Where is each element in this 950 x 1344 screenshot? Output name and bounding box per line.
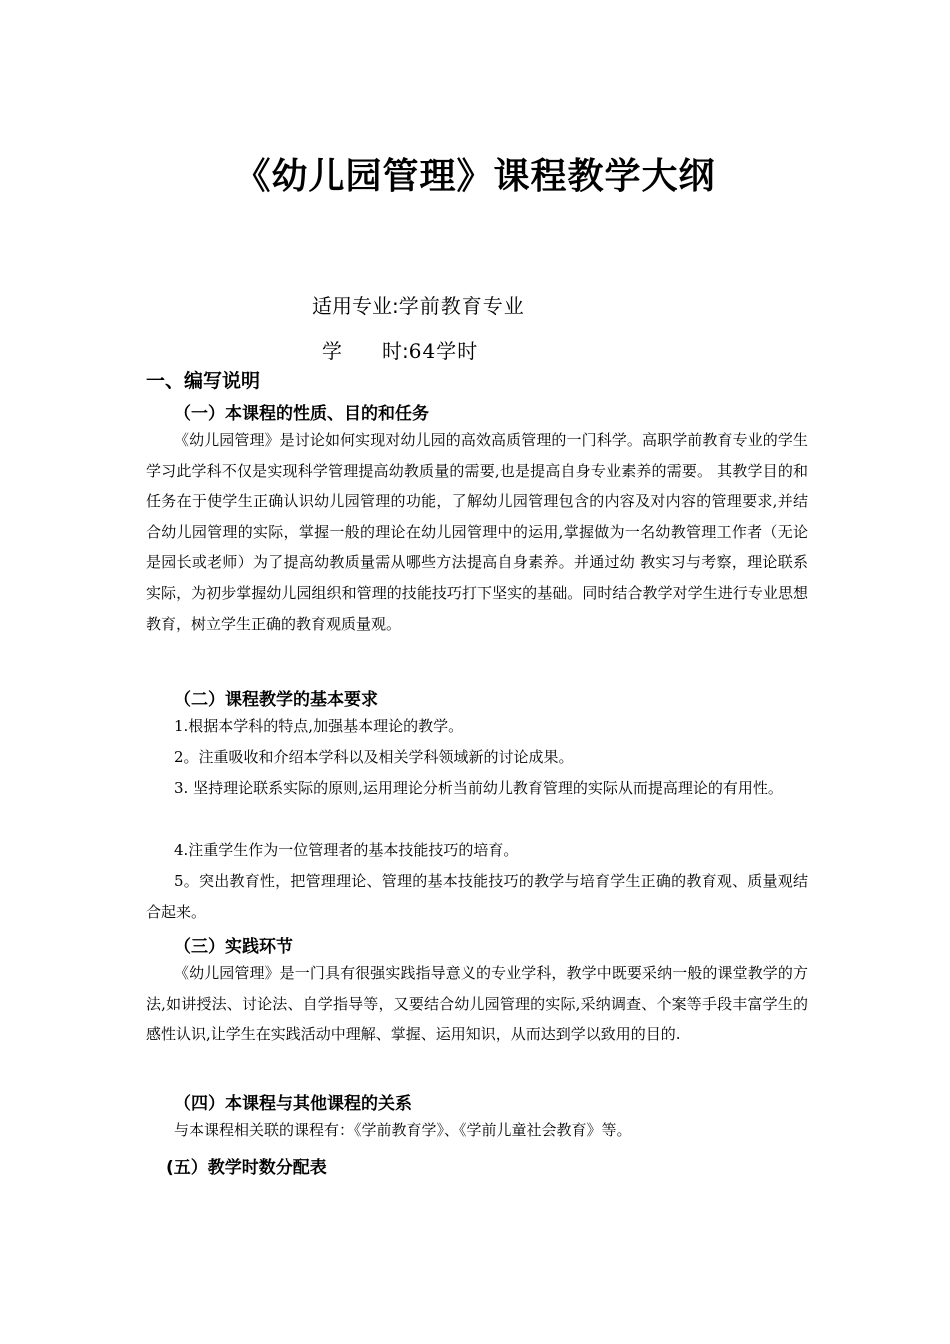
requirement-item-2: 2。注重吸收和介绍本学科以及相关学科领域新的讨论成果。 bbox=[174, 748, 574, 766]
requirement-item-3: 3. 坚持理论联系实际的原则,运用理论分析当前幼儿教育管理的实际从而提高理论的有用性。 bbox=[174, 779, 783, 797]
paragraph-practice: 《幼儿园管理》是一门具有很强实践指导意义的专业学科，教学中既要采纳一般的课堂教学的方法,如讲授法、讨论法、自学指导等，又要结合幼儿园管理的实际,采纳调查、个案等手段丰富学生的感性认识,让学生在实践活动中理解、掌握、运用知识，从而达到学以致用的目的. bbox=[146, 964, 808, 1044]
section-heading-writing-notes: 一、编写说明 bbox=[146, 370, 261, 392]
applicable-major-value: 学前教育专业 bbox=[398, 294, 525, 318]
requirement-item-5: 5。突出教育性，把管理理论、管理的基本技能技巧的教学与培育学生正确的教育观、质量观结合起来。 bbox=[146, 872, 808, 921]
requirement-item-4: 4.注重学生作为一位管理者的基本技能技巧的培育。 bbox=[174, 841, 519, 859]
paragraph-nature: 《幼儿园管理》是讨论如何实现对幼儿园的高效高质管理的一门科学。高职学前教育专业的学生学习此学科不仅是实现科学管理提高幼教质量的需要,也是提高自身专业素养的需要。 其教学目的和任务在于使学生正确认识幼儿园管理的功能，了解幼儿园管理包含的内容及对内容的管理要求,并结合幼儿园管理的实际，掌握一般的理论在幼儿园管理中的运用,掌握做为一名幼教管理工作者（无论是园长或老师）为了提高幼教质量需从哪些方法提高自身素养。并通过幼 教实习与考察，理论联系实际，为初步掌握幼儿园组织和管理的技能技巧打下坚实的基础。同时结合教学对学生进行专业思想教育，树立学生正确的教育观质量观。 bbox=[146, 431, 808, 633]
applicable-major-label: 适用专业: bbox=[312, 294, 399, 318]
applicable-major-line bbox=[312, 290, 525, 319]
subsection-heading-relations: （四）本课程与其他课程的关系 bbox=[174, 1094, 412, 1114]
requirement-item-1: 1.根据本学科的特点,加强基本理论的教学。 bbox=[174, 717, 464, 735]
class-hours-line bbox=[322, 335, 478, 364]
class-hours-label: 学 时: bbox=[322, 339, 409, 363]
subsection-heading-nature: （一）本课程的性质、目的和任务 bbox=[174, 404, 429, 424]
subsection-heading-hours-table: (五）教学时数分配表 bbox=[166, 1158, 327, 1178]
subsection-heading-practice: （三）实践环节 bbox=[174, 937, 293, 957]
class-hours-value: 64学时 bbox=[408, 339, 479, 363]
paragraph-relations: 与本课程相关联的课程有：《学前教育学》、《学前儿童社会教育》等。 bbox=[174, 1121, 632, 1139]
subsection-heading-requirements: （二）课程教学的基本要求 bbox=[174, 690, 378, 710]
document-title: 《幼儿园管理》课程教学大纲 bbox=[234, 156, 716, 197]
